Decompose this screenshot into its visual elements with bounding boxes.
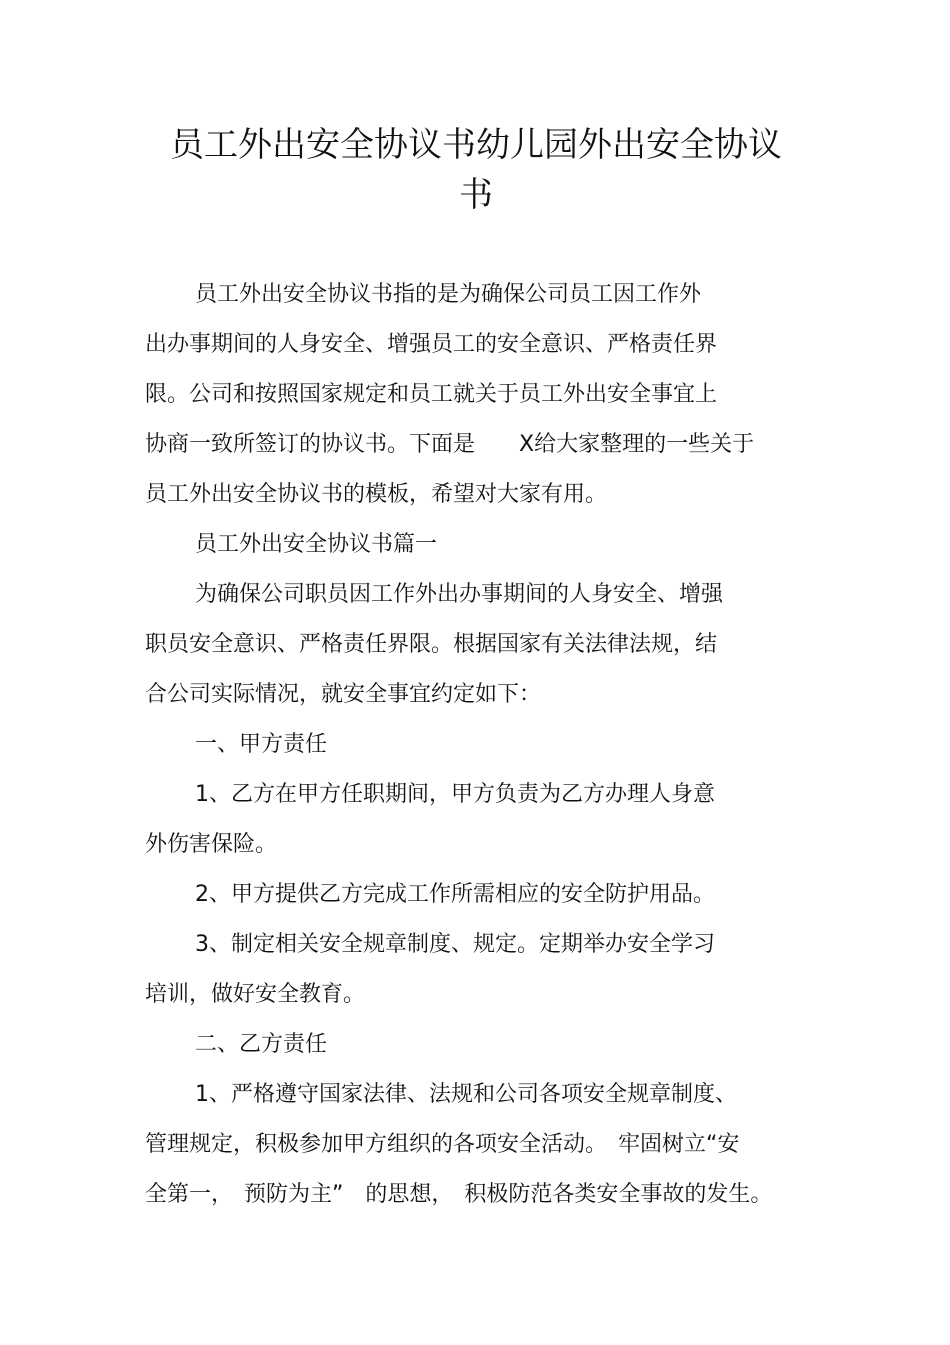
body-line: 2、甲方提供乙方完成工作所需相应的安全防护用品。 bbox=[195, 882, 715, 907]
body-line: 全第一， 预防为主” 的思想， 积极防范各类安全事故的发生。 bbox=[145, 1182, 773, 1207]
body-line: 职员安全意识、严格责任界限。根据国家有关法律法规，结 bbox=[145, 632, 718, 657]
body-line: 二、乙方责任 bbox=[195, 1032, 328, 1057]
title-line-1: 员工外出安全协议书幼儿园外出安全协议 bbox=[170, 125, 782, 165]
body-line: 员工外出安全协议书的模板，希望对大家有用。 bbox=[145, 482, 608, 507]
body-line: 3、制定相关安全规章制度、规定。定期举办安全学习 bbox=[195, 932, 715, 957]
body-line: 外伤害保险。 bbox=[145, 832, 278, 857]
body-line: 限。公司和按照国家规定和员工就关于员工外出安全事宜上 bbox=[145, 382, 718, 407]
body-line: 为确保公司职员因工作外出办事期间的人身安全、增强 bbox=[195, 582, 724, 607]
title-line-2: 书 bbox=[459, 175, 493, 215]
document-body bbox=[145, 270, 815, 1220]
body-line: 出办事期间的人身安全、增强员工的安全意识、严格责任界 bbox=[145, 332, 718, 357]
body-line: 1、乙方在甲方任职期间，甲方负责为乙方办理人身意 bbox=[195, 782, 715, 807]
document-title bbox=[120, 120, 832, 220]
body-line: 员工外出安全协议书篇一 bbox=[195, 532, 438, 557]
body-line: 管理规定，积极参加甲方组织的各项安全活动。 牢固树立“安 bbox=[145, 1132, 740, 1157]
body-line: 1、严格遵守国家法律、法规和公司各项安全规章制度、 bbox=[195, 1082, 737, 1107]
body-line: 协商一致所签订的协议书。下面是 X给大家整理的一些关于 bbox=[145, 432, 755, 457]
body-line: 一、甲方责任 bbox=[195, 732, 328, 757]
body-line: 员工外出安全协议书指的是为确保公司员工因工作外 bbox=[195, 282, 702, 307]
body-line: 培训，做好安全教育。 bbox=[145, 982, 366, 1007]
body-line: 合公司实际情况，就安全事宜约定如下： bbox=[145, 682, 542, 707]
